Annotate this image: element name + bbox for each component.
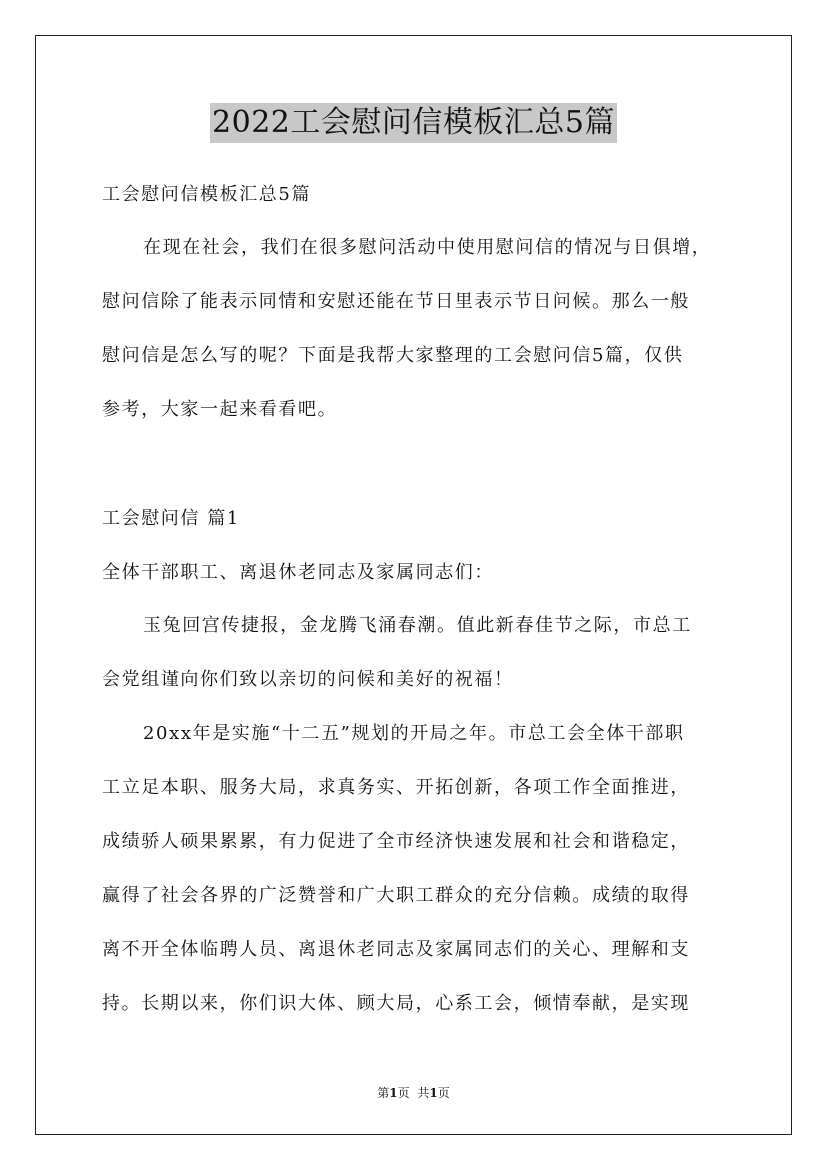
total-suffix: 页 [437, 1086, 450, 1100]
paragraph-line: 成绩骄人硕果累累，有力促进了全市经济快速发展和社会和谐稳定， [102, 831, 690, 852]
salutation-line: 全体干部职工、离退休老同志及家属同志们： [102, 562, 494, 583]
title-wrapper [0, 103, 827, 143]
page-prefix: 第 [377, 1086, 390, 1100]
paragraph-line: 慰问信是怎么写的呢？下面是我帮大家整理的工会慰问信5篇，仅供 [102, 345, 684, 366]
paragraph-line: 离不开全体临聘人员、离退休老同志及家属同志们的关心、理解和支 [102, 939, 690, 960]
paragraph-line: 在现在社会，我们在很多慰问活动中使用慰问信的情况与日俱增， [143, 237, 712, 258]
section-heading: 工会慰问信 篇1 [102, 508, 240, 529]
page-suffix: 页 [397, 1086, 410, 1100]
page-footer [0, 1085, 827, 1101]
paragraph-line: 会党组谨向你们致以亲切的问候和美好的祝福！ [102, 669, 514, 690]
total-prefix: 共 [417, 1086, 430, 1100]
paragraph-line: 持。长期以来，你们识大体、顾大局，心系工会，倾情奉献，是实现 [102, 993, 690, 1014]
paragraph-line: 慰问信除了能表示同情和安慰还能在节日里表示节日问候。那么一般 [102, 291, 690, 312]
page-number: 1 [389, 1086, 398, 1100]
paragraph-line: 20xx年是实施“十二五”规划的开局之年。市总工会全体干部职 [143, 723, 685, 744]
paragraph-line: 赢得了社会各界的广泛赞誉和广大职工群众的充分信赖。成绩的取得 [102, 885, 690, 906]
paragraph-line: 参考，大家一起来看看吧。 [102, 399, 338, 420]
document-title: 2022工会慰问信模板汇总5篇 [210, 103, 617, 143]
paragraph-line: 玉兔回宫传捷报，金龙腾飞涌春潮。值此新春佳节之际，市总工 [143, 615, 692, 636]
total-pages: 1 [429, 1086, 438, 1100]
subtitle-line: 工会慰问信模板汇总5篇 [102, 184, 312, 205]
paragraph-line: 工立足本职、服务大局，求真务实、开拓创新，各项工作全面推进， [102, 777, 690, 798]
